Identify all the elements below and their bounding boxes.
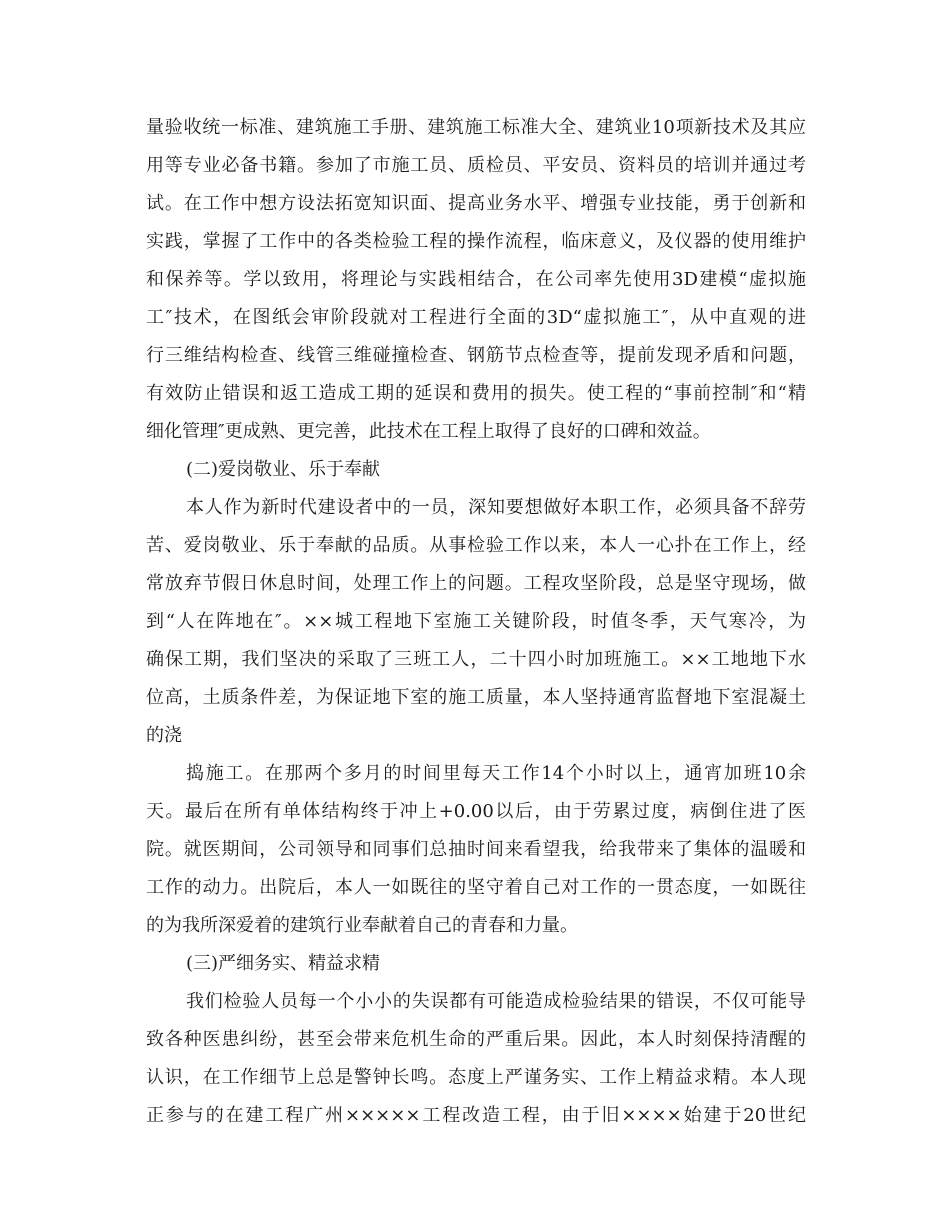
body-text-line: 行三维结构检查、线管三维碰撞检查、钢筋节点检查等，提前发现矛盾和问题， — [146, 345, 806, 366]
body-text-line: 量验收统一标准、建筑施工手册、建筑施工标准大全、建筑业10项新技术及其应 — [146, 117, 806, 138]
body-text-line: 用等专业必备书籍。参加了市施工员、质检员、平安员、资料员的培训并通过考 — [146, 155, 806, 176]
body-text-line: 到“人在阵地在″。××城工程地下室施工关键阶段，时值冬季，天气寒冷，为 — [146, 611, 806, 632]
body-text-line: 工″技术，在图纸会审阶段就对工程进行全面的3D“虚拟施工″，从中直观的进 — [146, 307, 806, 328]
body-text-line: 工作的动力。出院后，本人一如既往的坚守着自己对工作的一贯态度，一如既往 — [146, 877, 806, 898]
body-text-line: 的浇 — [146, 725, 182, 746]
body-text-line: 正参与的在建工程广州×××××工程改造工程，由于旧××××始建于20世纪 — [146, 1105, 806, 1126]
body-text-line: 细化管理″更成熟、更完善，此技术在工程上取得了良好的口碑和效益。 — [146, 421, 711, 442]
body-text-line: 我们检验人员每一个小小的失误都有可能造成检验结果的错误，不仅可能导 — [186, 991, 806, 1012]
body-text-line: 苦、爱岗敬业、乐于奉献的品质。从事检验工作以来，本人一心扑在工作上，经 — [146, 535, 806, 556]
body-text-line: 天。最后在所有单体结构终于冲上+0.00以后，由于劳累过度，病倒住进了医 — [146, 801, 806, 822]
body-text-line: 和保养等。学以致用，将理论与实践相结合，在公司率先使用3D建模“虚拟施 — [146, 269, 806, 290]
body-text-line: 的为我所深爱着的建筑行业奉献着自己的青春和力量。 — [146, 915, 578, 936]
body-text-line: 试。在工作中想方设法拓宽知识面、提高业务水平、增强专业技能，勇于创新和 — [146, 193, 806, 214]
body-text-line: 院。就医期间，公司领导和同事们总抽时间来看望我，给我带来了集体的温暖和 — [146, 839, 806, 860]
body-text-line: 本人作为新时代建设者中的一员，深知要想做好本职工作，必须具备不辞劳 — [186, 497, 806, 518]
body-text-line: 捣施工。在那两个多月的时间里每天工作14个小时以上，通宵加班10余 — [186, 763, 806, 784]
body-text-line: 位高，土质条件差，为保证地下室的施工质量，本人坚持通宵监督地下室混凝土 — [146, 687, 806, 708]
body-text-line: 确保工期，我们坚决的采取了三班工人，二十四小时加班施工。××工地地下水 — [146, 649, 806, 670]
body-text-line: 致各种医患纠纷，甚至会带来危机生命的严重后果。因此，本人时刻保持清醒的 — [146, 1029, 806, 1050]
body-text-line: 实践，掌握了工作中的各类检验工程的操作流程，临床意义，及仪器的使用维护 — [146, 231, 806, 252]
body-text-line: 有效防止错误和返工造成工期的延误和费用的损失。使工程的“事前控制″和“精 — [146, 383, 806, 404]
body-text-line: 常放弃节假日休息时间，处理工作上的问题。工程攻坚阶段，总是坚守现场，做 — [146, 573, 806, 594]
section-heading: (二)爱岗敬业、乐于奉献 — [186, 459, 381, 480]
body-text-line: 认识，在工作细节上总是警钟长鸣。态度上严谨务实、工作上精益求精。本人现 — [146, 1067, 806, 1088]
section-heading: (三)严细务实、精益求精 — [186, 953, 381, 974]
